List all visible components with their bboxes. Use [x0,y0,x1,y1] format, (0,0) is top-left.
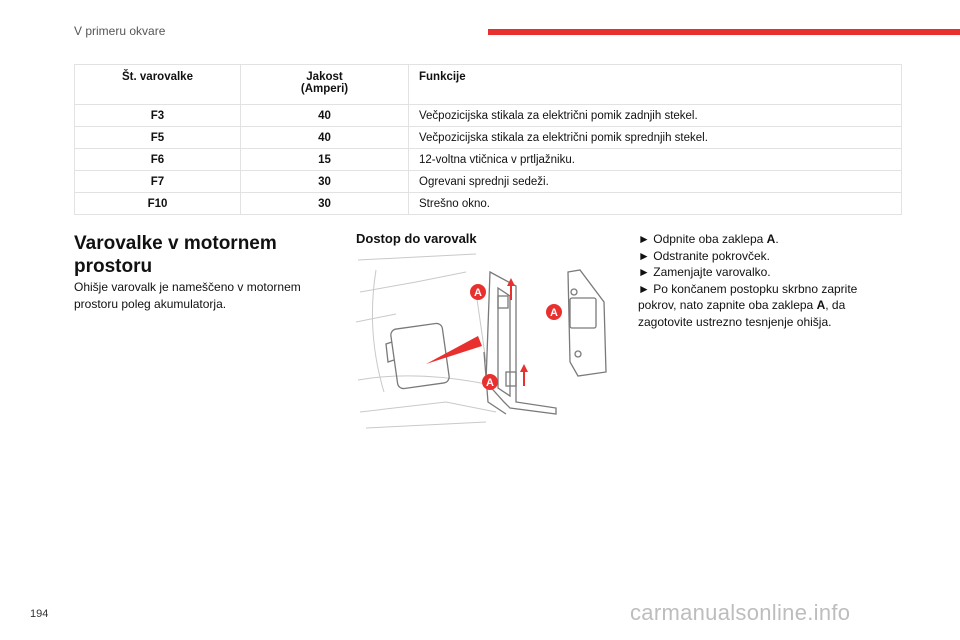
col-header-amps [241,65,409,105]
step-item [638,281,898,331]
cell-function: Večpozicijska stikala za električni pomik sprednjih stekel. [409,127,902,149]
bullet-arrow-icon: ► [638,248,650,263]
table-row [75,149,902,171]
cell-function: Ogrevani sprednji sedeži. [409,171,902,193]
cell-fuse: F7 [75,171,241,193]
watermark: carmanualsonline.info [630,600,851,625]
page-number: 194 [30,608,49,620]
fuse-table [74,64,902,215]
step-text: Zamenjajte varovalko. [653,265,771,279]
step-text: Po končanem postopku skrbno zaprite pokrov, nato zapnite oba zaklepa [638,281,858,312]
table-row [75,105,902,127]
col-header-amps-line1: Jakost [306,71,343,83]
cell-amps: 15 [241,149,409,171]
latch-a-label: A [486,377,494,389]
step-text: Odstranite pokrovček. [653,248,770,263]
latch-a-label: A [474,287,482,299]
red-pointer-icon [426,336,482,364]
step-item [638,248,898,265]
step-bold: A [816,298,826,312]
latch-a-marker-bottom [482,374,498,390]
fuse-box-illustration [356,252,610,432]
cell-function: Strešno okno. [409,193,902,215]
section-text: Ohišje varovalk je nameščeno v motornem prostoru poleg akumulatorja. [74,280,301,311]
header-accent-bar [488,29,960,35]
latch-a-marker-detail [546,304,562,320]
cell-fuse: F5 [75,127,241,149]
instruction-steps [638,231,898,330]
col-header-amps-line2: (Amperi) [300,83,349,95]
access-title: Dostop do varovalk [356,231,477,246]
latch-a-marker-top [470,284,486,300]
col-header-function: Funkcije [409,65,902,105]
table-row [75,171,902,193]
step-text-after: . [775,232,779,246]
header-title: V primeru okvare [74,24,166,38]
cell-fuse: F10 [75,193,241,215]
step-text: Odpnite oba zaklepa [653,232,767,246]
step-item [638,264,898,281]
step-bold: A [766,232,776,246]
cell-amps: 40 [241,105,409,127]
bullet-arrow-icon: ► [638,281,650,296]
col-header-fuse: Št. varovalke [75,65,241,105]
step-item [638,231,898,248]
bullet-arrow-icon: ► [638,232,650,246]
section-title: Varovalke v motornem prostoru [74,233,277,277]
latch-a-label: A [550,307,558,319]
cell-amps: 30 [241,193,409,215]
cell-amps: 30 [241,171,409,193]
table-row [75,127,902,149]
cell-fuse: F6 [75,149,241,171]
table-header-row [75,65,902,105]
cell-amps: 40 [241,127,409,149]
cell-fuse: F3 [75,105,241,127]
cell-function: 12-voltna vtičnica v prtljažniku. [409,149,902,171]
bullet-arrow-icon: ► [638,265,650,279]
table-row [75,193,902,215]
step-text-after: , da zagotovite ustrezno tesnjenje ohišja. [638,298,846,329]
cell-function: Večpozicijska stikala za električni pomik zadnjih stekel. [409,105,902,127]
